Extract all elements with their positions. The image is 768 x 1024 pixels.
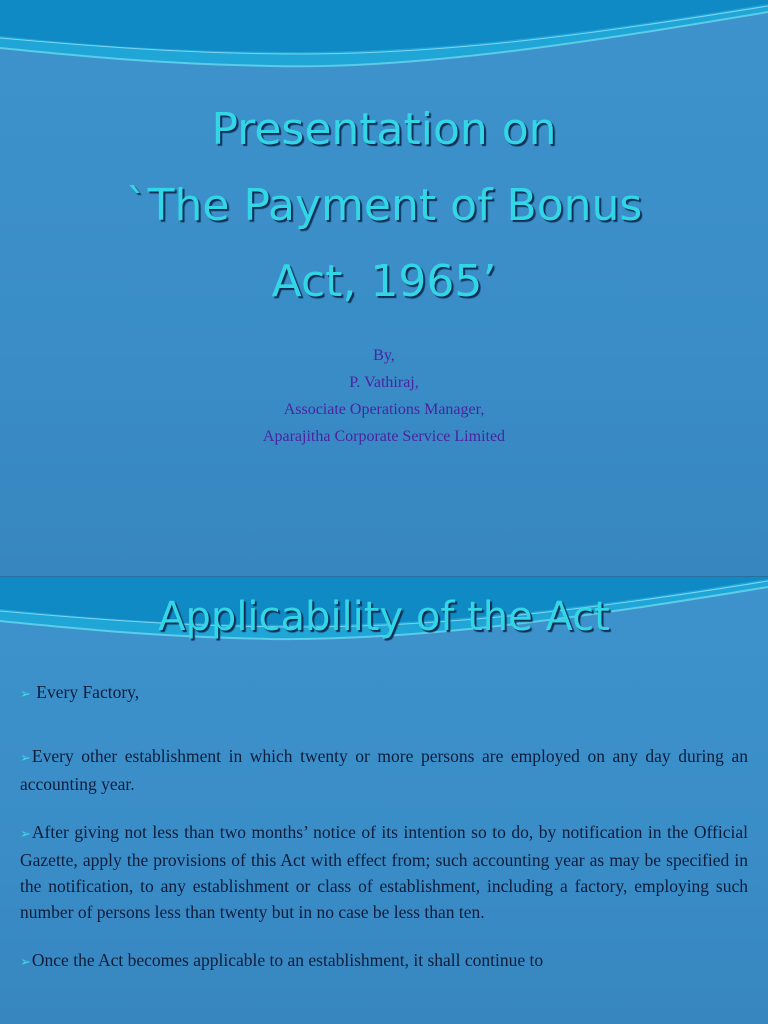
byline-author-role: Associate Operations Manager, [283, 401, 485, 418]
bullet-list [20, 679, 748, 975]
bullet-text: Every other establishment in which twenty or more persons are employed on any day during an accounting year. [20, 746, 748, 794]
byline-by: By, [373, 347, 395, 364]
slide-title-line-1: Presentation on [211, 104, 557, 155]
arrow-bullet-icon: ➢ [20, 954, 31, 969]
bullet-item [20, 679, 748, 707]
author-byline [0, 342, 768, 450]
arrow-bullet-icon: ➢ [20, 750, 31, 765]
bullet-text: Once the Act becomes applicable to an establishment, it shall continue to [31, 950, 544, 970]
byline-author-name: P. Vathiraj, [349, 374, 419, 391]
bullet-text: After giving not less than two months’ notice of its intention so to do, by notification in the Official Gazette, apply the provisions of this Act with effect from; such accounting year as may be specified in the notification, to any establishment or class of establishment, including a factory, employing such number of persons less than twenty but in no case be less than ten. [20, 822, 748, 922]
bullet-text: Every Factory, [31, 682, 140, 702]
bullet-item [20, 947, 748, 975]
arrow-bullet-icon: ➢ [20, 686, 31, 701]
slide-heading: Applicability of the Act [158, 594, 610, 640]
bullet-item [20, 819, 748, 925]
byline-company: Aparajitha Corporate Service Limited [262, 428, 506, 445]
arrow-bullet-icon: ➢ [20, 826, 31, 841]
slide-title-line-2: `The Payment of Bonus [125, 180, 643, 231]
content-slide [0, 577, 768, 1024]
bullet-item [20, 743, 748, 797]
slide1-header-wave [0, 0, 768, 100]
slide-title-line-3: Act, 1965’ [271, 256, 497, 307]
slide-title [0, 92, 768, 320]
